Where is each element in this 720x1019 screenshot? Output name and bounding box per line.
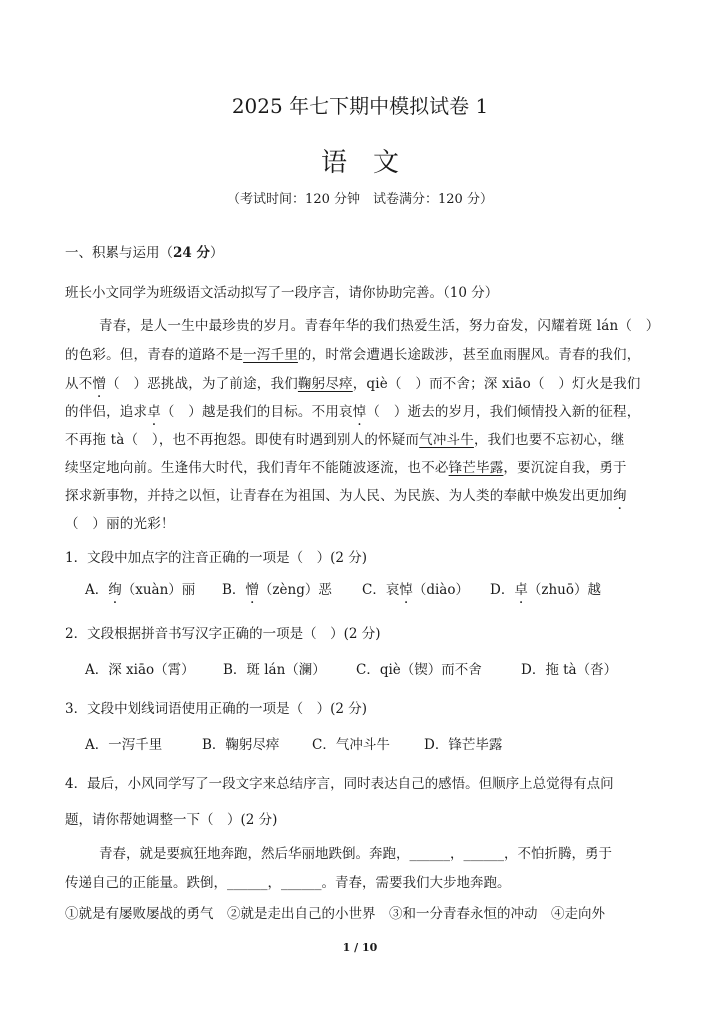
dotted-char: 悼 (352, 404, 367, 420)
q4-choices: ①就是有屡败屡战的勇气 ②就是走出自己的小世界 ③和一分青春永恒的冲动 ④走向外 (65, 906, 605, 922)
passage-line-4 (65, 400, 640, 420)
q4-stem-line-1: 4．最后，小风同学写了一段文字来总结序言，同时表达自己的感悟。但顺序上总觉得有点问 (65, 776, 614, 792)
option-text: （zèng）恶 (258, 582, 332, 598)
option-label: B． (222, 582, 246, 598)
underlined-idiom: 锋芒毕露 (448, 460, 504, 476)
q4-passage-line-2: 传递自己的正能量。跌倒，______，______。青春，需要我们大步地奔跑。 (65, 875, 511, 891)
option-label: D． (490, 582, 515, 598)
dotted-char: 绚 (613, 488, 627, 504)
passage-text: 的伴侣，追求 (65, 404, 148, 420)
option-text: （xuàn）丽 (121, 582, 196, 598)
exam-info: （考试时间：120 分钟 试卷满分：120 分） (227, 192, 493, 207)
passage-text: 从不 (65, 376, 93, 392)
passage-text: 的色彩。但，青春的道路不是 (65, 347, 244, 363)
section-heading (65, 241, 224, 261)
passage-line-8: （ ）丽的光彩！ (65, 516, 175, 532)
dotted-char: 绚 (108, 582, 122, 598)
passage-text: ，我们也要不忘初心，继 (473, 432, 625, 448)
q1-stem: 1．文段中加点字的注音正确的一项是（ ）(2 分) (65, 550, 368, 566)
passage-text: （ ）越是我们的目标。不用哀 (160, 404, 353, 420)
q3-option-c: C．气冲斗牛 (312, 737, 390, 753)
q2-option-b: B．斑 lán（澜） (223, 662, 326, 678)
passage-text: ，要沉淀自我，勇于 (503, 460, 627, 476)
option-text: （diào） (412, 582, 469, 598)
passage-line-3 (65, 372, 641, 392)
q3-option-b: B．鞠躬尽瘁 (202, 737, 280, 753)
q2-option-c: C．qiè（锲）而不舍 (356, 662, 482, 678)
exam-title: 2025 年七下期中模拟试卷 1 (231, 94, 489, 118)
passage-line-1: 青春，是人一生中最珍贵的岁月。青春年华的我们热爱生活，努力奋发，闪耀着斑 lán（ ） (99, 318, 660, 334)
passage-text: （ ）恶挑战，为了前途，我们 (106, 376, 298, 392)
passage-line-5 (65, 428, 625, 448)
q3-stem: 3．文段中划线词语使用正确的一项是（ ）(2 分) (65, 701, 368, 717)
dotted-char: 卓 (147, 404, 161, 420)
dotted-char: 卓 (514, 582, 528, 598)
page-number: 1 / 10 (342, 941, 378, 954)
passage-text: 探求新事物，并持之以恒，让青春在为祖国、为人民、为民族、为人类的奉献中焕发出更加 (65, 488, 613, 504)
underlined-idiom: 鞠躬尽瘁 (297, 376, 353, 392)
dotted-char: 悼 (399, 582, 413, 598)
dotted-char: 憎 (245, 582, 259, 598)
subject-title: 语文 (320, 148, 425, 178)
q1-option-c (362, 578, 469, 598)
q1-option-d (490, 578, 601, 598)
passage-line-2 (65, 343, 640, 363)
q1-option-a (85, 578, 195, 598)
section-heading-prefix: 一、积累与运用（ (65, 245, 173, 261)
passage-line-6 (65, 456, 627, 476)
q2-option-a: A．深 xiāo（霄） (85, 662, 195, 678)
q3-option-a: A．一泻千里 (85, 737, 163, 753)
passage-text: 不再拖 tà（ ），也不再抱怨。即使有时遇到别人的怀疑而 (65, 432, 420, 448)
q2-stem: 2．文段根据拼音书写汉字正确的一项是（ ）(2 分) (65, 626, 381, 642)
q3-option-d: D．锋芒毕露 (424, 737, 503, 753)
underlined-idiom: 一泻千里 (243, 347, 298, 363)
q1-option-b (222, 578, 332, 598)
q4-passage-line-1: 青春，就是要疯狂地奔跑，然后华丽地跌倒。奔跑，______，______，不怕折腾，勇于 (99, 846, 612, 862)
dotted-char: 憎 (92, 376, 107, 392)
section-heading-points: 24 分 (173, 245, 210, 261)
passage-text: 的，时常会遭遇长途跋涉，甚至血雨腥风。青春的我们， (297, 347, 641, 363)
q4-stem-line-2: 题，请你帮她调整一下（ ）(2 分) (65, 812, 278, 828)
passage-text: ，qiè（ ）而不舍；深 xiāo（ ）灯火是我们 (352, 376, 641, 392)
section-heading-suffix: ） (210, 245, 224, 261)
q2-option-d: D．拖 tà（沓） (521, 662, 618, 678)
option-label: A． (85, 582, 109, 598)
option-label: C．哀 (362, 582, 400, 598)
option-text: （zhuō）越 (527, 582, 601, 598)
section-intro: 班长小文同学为班级语文活动拟写了一段序言，请你协助完善。（10 分） (65, 285, 499, 301)
passage-line-7 (65, 484, 627, 504)
underlined-idiom: 气冲斗牛 (419, 432, 474, 448)
passage-text: （ ）逝去的岁月，我们倾情投入新的征程， (366, 404, 641, 420)
passage-text: 续坚定地向前。生逢伟大时代，我们青年不能随波逐流，也不必 (65, 460, 449, 476)
